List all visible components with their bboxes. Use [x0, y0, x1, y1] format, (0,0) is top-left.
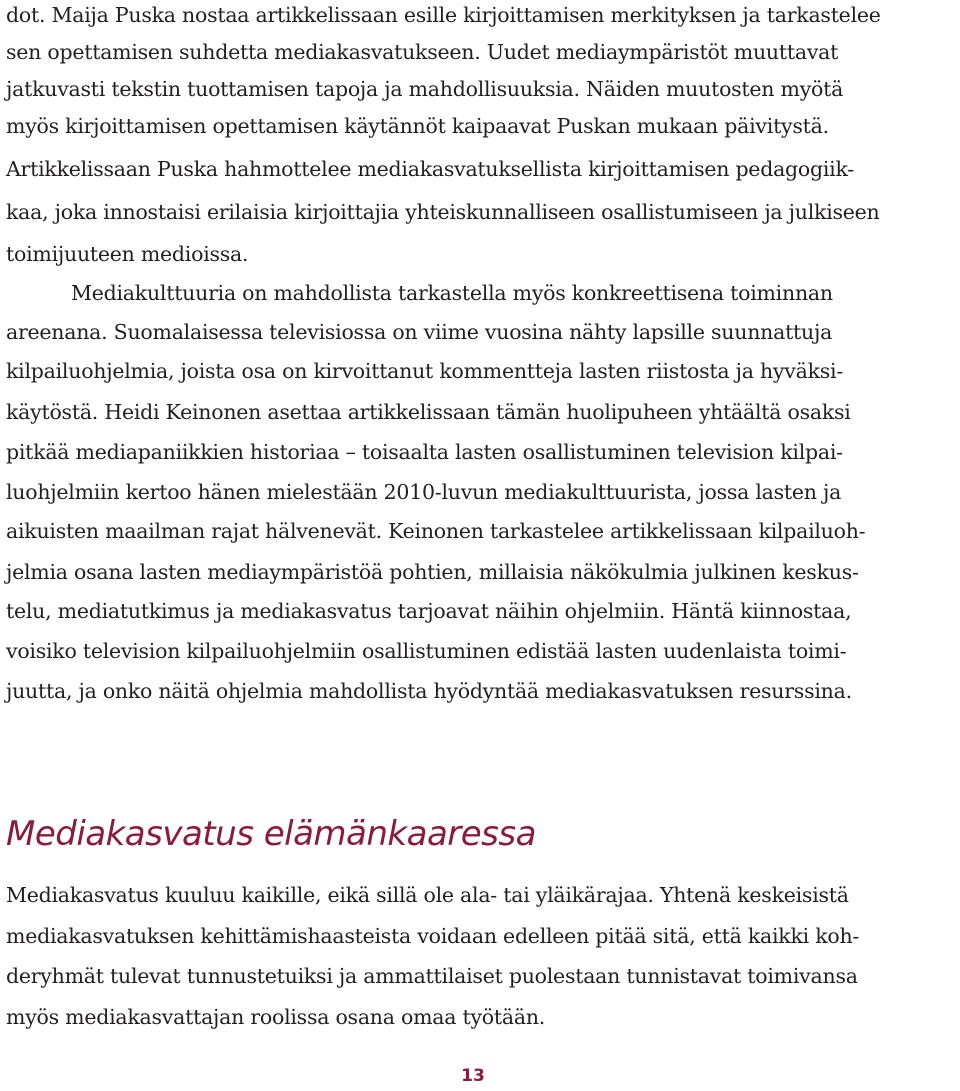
text-line: dot. Maija Puska nostaa artikkelissaan esille kirjoittamisen merkityksen ja tarkastelee — [6, 3, 881, 27]
text-line: jatkuvasti tekstin tuottamisen tapoja ja mahdollisuuksia. Näiden muutosten myötä — [6, 77, 844, 101]
text-line: Artikkelissaan Puska hahmottelee mediakasvatuksellista kirjoittamisen pedagogiik- — [6, 157, 854, 181]
text-line: jelmia osana lasten mediaympäristöä pohtien, millaisia näkökulmia julkinen keskus- — [6, 560, 859, 584]
text-line: kilpailuohjelmia, joista osa on kirvoittanut kommentteja lasten riistosta ja hyväksi- — [6, 359, 843, 383]
text-line: pitkää mediapaniikkien historiaa – toisaalta lasten osallistuminen television kilpai- — [6, 440, 843, 464]
text-line: myös mediakasvattajan roolissa osana omaa työtään. — [6, 1005, 546, 1029]
text-line: Mediakasvatus kuuluu kaikille, eikä sillä ole ala- tai yläikärajaa. Yhtenä keskeisistä — [6, 883, 849, 907]
text-line: toimijuuteen medioissa. — [6, 242, 249, 266]
text-line: käytöstä. Heidi Keinonen asettaa artikkelissaan tämän huolipuheen yhtäältä osaksi — [6, 400, 851, 424]
text-line: luohjelmiin kertoo hänen mielestään 2010-luvun mediakulttuurista, jossa lasten ja — [6, 480, 842, 504]
text-line: myös kirjoittamisen opettamisen käytännöt kaipaavat Puskan mukaan päivitystä. — [6, 114, 829, 138]
text-line: kaa, joka innostaisi erilaisia kirjoittajia yhteiskunnalliseen osallistumiseen ja julkiseen — [6, 200, 880, 224]
text-line: mediakasvatuksen kehittämishaasteista voidaan edelleen pitää sitä, että kaikki koh- — [6, 924, 860, 948]
section-heading: Mediakasvatus elämänkaaressa — [6, 814, 536, 854]
text-line: voisiko television kilpailuohjelmiin osallistuminen edistää lasten uudenlaista toimi- — [6, 639, 847, 663]
page-number: 13 — [461, 1066, 485, 1086]
text-line: sen opettamisen suhdetta mediakasvatukseen. Uudet mediaympäristöt muuttavat — [6, 40, 839, 64]
text-line: aikuisten maailman rajat hälvenevät. Keinonen tarkastelee artikkelissaan kilpailuoh- — [6, 519, 866, 543]
text-line: deryhmät tulevat tunnustetuiksi ja ammattilaiset puolestaan tunnistavat toimivansa — [6, 964, 858, 988]
text-line: Mediakulttuuria on mahdollista tarkastella myös konkreettisena toiminnan — [71, 281, 833, 305]
text-line: areenana. Suomalaisessa televisiossa on viime vuosina nähty lapsille suunnattuja — [6, 320, 833, 344]
text-line: telu, mediatutkimus ja mediakasvatus tarjoavat näihin ohjelmiin. Häntä kiinnostaa, — [6, 599, 852, 623]
text-line: juutta, ja onko näitä ohjelmia mahdollista hyödyntää mediakasvatuksen resurssina. — [6, 679, 852, 703]
